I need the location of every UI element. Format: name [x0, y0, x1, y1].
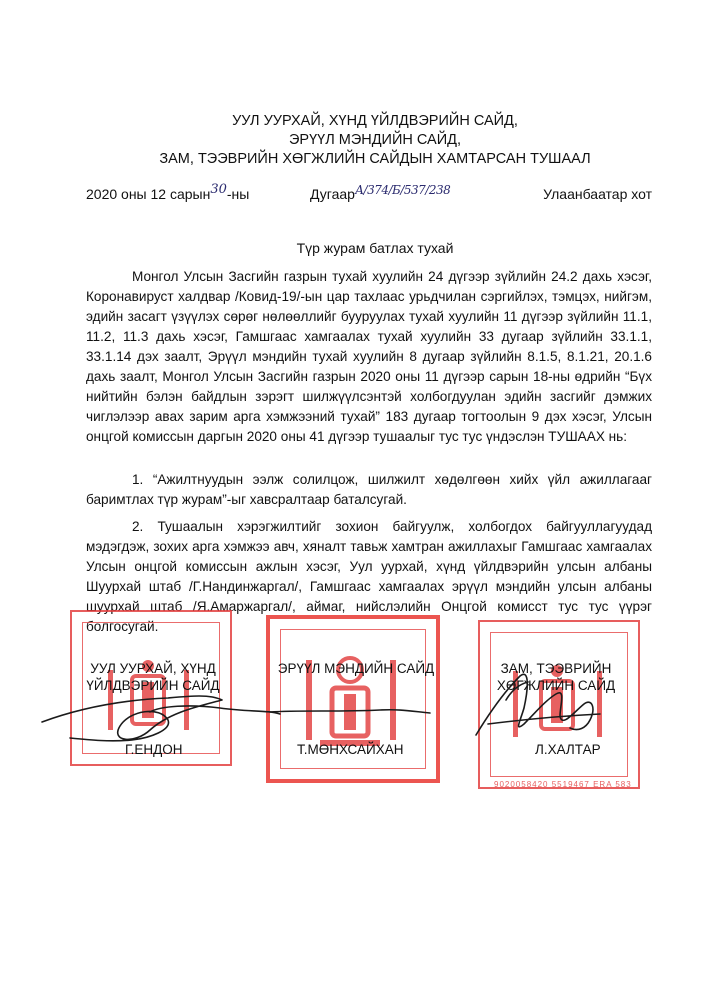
signatory-3-name: Л.ХАЛТАР	[535, 742, 601, 757]
paragraph-1: Монгол Улсын Засгийн газрын тухай хуулийн 24 дүгээр зүйлийн 24.2 дахь хэсэг, Коронавируст халдвар /Ковид-19/-ын цар тахлаас урьдчилан сэргийлэх, тэмцэх, нийгэм, эдийн засагт үзүүлэх сөрөг нөлөөллийг бууруулах тухай хуулийн 11 дүгээр зүйлийн 11.1, 11.2, 11.3 дахь хэсэг, Гамшгаас хамгаалах тухай хуулийн 33 дугаар зүйлийн 33.1.1, 33.1.14 дэх заалт, Эрүүл мэндийн тухай хуулийн 8 дугаар зүйлийн 8.1.5, 8.1.21, 20.1.6 дахь заалт, Монгол Улсын Засгийн газрын 2020 оны 11 дүгээр сарын 18-ны өдрийн “Бүх нийтийн бэлэн байдлын зэрэгт шилжүүлсэнтэй холбогдуулан эдийн засгийг дэмжих чиглэлээр авах зарим арга хэмжээний тухай” 183 дугаар тогтоолын 9 дэх хэсэг, Улсын онцгой комиссын даргын 2020 оны 41 дүгээр тушаалыг тус тус үндэслэн ТУШААХ нь:	[86, 269, 652, 444]
signatory-2-title-line-1: ЭРҮҮЛ МЭНДИЙН САЙД	[277, 661, 435, 676]
signature-2	[270, 710, 430, 713]
header-line-3: ЗАМ, ТЭЭВРИЙН ХӨГЖЛИЙН САЙДЫН ХАМТАРСАН ТУШААЛ	[159, 151, 591, 167]
date-suffix: -ны	[226, 186, 250, 202]
signatory-2-name: Т.МӨНХСАЙХАН	[297, 742, 404, 757]
signatory-1-title-line-2: ҮЙЛДВЭРИЙН САЙД	[86, 678, 220, 693]
date-day: 30	[210, 182, 227, 197]
signatory-1-title-line-1: УУЛ УУРХАЙ, ХҮНД	[90, 661, 216, 676]
signature-3	[476, 674, 600, 735]
document-city: Улаанбаатар хот	[543, 186, 652, 202]
signatory-3-title-line-2: ХӨГЖЛИЙН САЙД	[496, 678, 616, 693]
number-label: Дугаар	[310, 186, 355, 202]
header-line-2: ЭРҮҮЛ МЭНДИЙН САЙД,	[289, 132, 461, 148]
signature-1	[42, 696, 280, 741]
stamp-serial: 9020058420 5519467 ERA 583	[494, 780, 632, 789]
signatory-3-title-line-1: ЗАМ, ТЭЭВРИЙН	[500, 661, 612, 676]
signatory-1-name: Г.ЕНДОН	[125, 742, 183, 757]
document-subject: Түр журам батлах тухай	[296, 240, 454, 256]
paragraph-2: 1. “Ажилтнуудын ээлж солилцож, шилжилт хөдөлгөөн хийх үйл ажиллагааг баримтлах түр журам”-ыг хавсралтаар баталсугай.	[86, 472, 652, 507]
date-prefix: 2020 оны 12 сарын	[86, 186, 211, 202]
header-line-1: УУЛ УУРХАЙ, ХҮНД ҮЙЛДВЭРИЙН САЙД,	[232, 113, 518, 129]
paragraph-3: 2. Тушаалын хэрэгжилтийг зохион байгуулж, холбогдох байгууллагуудад мэдэгдэж, зохих арга хэмжээ авч, хяналт тавьж хамтран ажиллахыг Гамшгаас хамгаалах Улсын онцгой комиссын ажлын хэсэг, Уул уурхай, хүнд үйлдвэрийн улсын албаны Шуурхай штаб /Г.Нандинжаргал/, Гамшгаас хамгаалах эрүүл мэндийн улсын албаны шуурхай штаб /Я.Амаржаргал/, аймаг, нийслэлийн Онцгой комисст тус тус үүрэг болгосугай.	[86, 519, 652, 634]
number-value: А/374/Б/537/238	[354, 183, 451, 197]
